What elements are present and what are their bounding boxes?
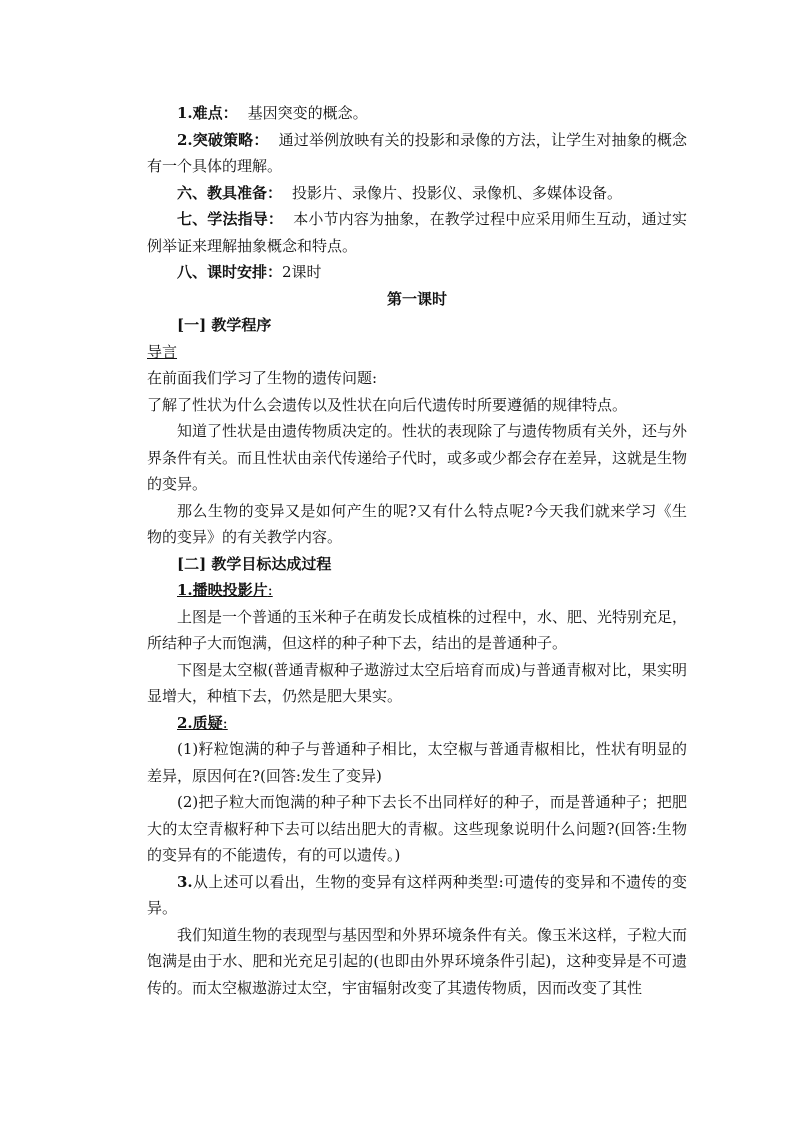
intro-paragraph-4: 那么生物的变异又是如何产生的呢?又有什么特点呢?今天我们就来学习《生物的变异》的有关教学内容。 bbox=[147, 501, 687, 546]
strategy-line bbox=[147, 127, 687, 180]
intro-paragraph-3: 知道了性状是由遗传物质决定的。性状的表现除了与遗传物质有关外，还与外界条件有关。而且性状由亲代传递给子代时，或多或少都会存在差异，这就是生物的变异。 bbox=[147, 422, 688, 493]
method-line bbox=[147, 206, 687, 259]
question-2: (2)把子粒大而饱满的种子种下去长不出同样好的种子，而是普通种子；把肥大的太空青椒籽种下去可以结出肥大的青椒。这些现象说明什么问题?(回答:生物的变异有的不能遗传，有的可以遗传。) bbox=[147, 793, 687, 864]
lesson-title: 第一课时 bbox=[386, 289, 447, 308]
intro-paragraph-2: 了解了性状为什么会遗传以及性状在向后代遗传时所要遵循的规律特点。 bbox=[147, 395, 628, 414]
method-label: 七、学法指导： bbox=[177, 210, 284, 228]
question-1: (1)籽粒饱满的种子与普通种子相比，太空椒与普通青椒相比，性状有明显的差异，原因何在?(回答:发生了变异) bbox=[147, 740, 687, 785]
closing-paragraph: 我们知道生物的表现型与基因型和外界环境条件有关。像玉米这样，子粒大而饱满是由于水、肥和光充足引起的(也即由外界环境条件引起)，这种变异是不可遗传的。而太空椒遨游过太空，宇宙辐射改变了其遗传物质，因而改变了其性 bbox=[147, 925, 688, 997]
section-heading-procedure: [一] 教学程序 bbox=[177, 316, 272, 334]
step-1-paragraph-1: 上图是一个普通的玉米种子在萌发长成植株的过程中，水、肥、光特别充足，所结种子大而饱满，但这样的种子种下去，结出的是普通种子。 bbox=[147, 607, 688, 652]
materials-label: 六、教具准备： bbox=[177, 183, 283, 202]
schedule-label: 八、课时安排： bbox=[177, 263, 283, 281]
materials-text: 投影片、录像片、投影仪、录像机、多媒体设备。 bbox=[292, 183, 623, 202]
document-body bbox=[147, 100, 687, 1001]
intro-label bbox=[147, 339, 687, 366]
strategy-text: 通过举例放映有关的投影和录像的方法，让学生对抽象的概念有一个具体的理解。 bbox=[147, 130, 687, 175]
step-2-heading bbox=[147, 710, 687, 737]
difficulty-text: 基因突变的概念。 bbox=[247, 104, 368, 122]
materials-line bbox=[147, 180, 687, 207]
step-1-paragraph-2: 下图是太空椒(普通青椒种子遨游过太空后培育而成)与普通青椒对比，果实明显增大，种植下去，仍然是肥大果实。 bbox=[147, 660, 687, 705]
intro-label-text: 导言 bbox=[147, 342, 178, 361]
step-1-colon: : bbox=[267, 581, 273, 599]
section-heading-objectives: [二] 教学目标达成过程 bbox=[177, 554, 332, 573]
method-text: 本小节内容为抽象，在教学过程中应采用师生互动，通过实例举证来理解抽象概念和特点。 bbox=[147, 210, 687, 255]
step-2-colon: : bbox=[222, 713, 228, 732]
schedule-line bbox=[147, 259, 687, 286]
step-3-paragraph bbox=[147, 869, 687, 922]
step-3-label: 3. bbox=[177, 872, 193, 891]
step-1-label: 1.播映投影片 bbox=[177, 581, 268, 599]
step-3-text: 从上述可以看出，生物的变异有这样两种类型:可遗传的变异和不遗传的变异。 bbox=[147, 872, 687, 917]
step-1-heading bbox=[147, 577, 687, 604]
schedule-text: 2课时 bbox=[282, 263, 322, 281]
step-2-label: 2.质疑 bbox=[177, 713, 223, 732]
difficulty-line bbox=[147, 100, 687, 127]
intro-paragraph-1: 在前面我们学习了生物的遗传问题: bbox=[147, 369, 378, 387]
difficulty-label: 1.难点： bbox=[177, 104, 238, 122]
strategy-label: 2.突破策略： bbox=[177, 130, 269, 149]
